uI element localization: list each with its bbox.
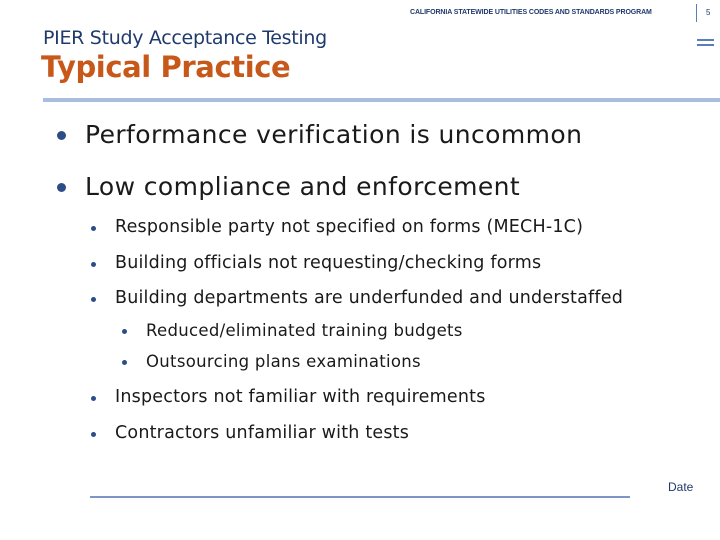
bullet-text: Building officials not requesting/checking forms (115, 253, 542, 273)
page-number: 5 (706, 8, 711, 17)
sub-bullet-item (115, 387, 486, 407)
bullet-item (85, 172, 520, 201)
bullet-dot (91, 226, 96, 231)
bullet-text: Contractors unfamiliar with tests (115, 423, 410, 443)
title-rule (43, 98, 720, 102)
bullet-dot (91, 396, 96, 401)
sub-bullet-item (115, 217, 583, 237)
bullet-item (85, 120, 582, 149)
bullet-text: Inspectors not familiar with requirements (115, 387, 486, 407)
slide-title: Typical Practice (41, 50, 291, 84)
footer-date: Date (668, 480, 694, 494)
program-name: CALIFORNIA STATEWIDE UTILITIES CODES AND STANDARDS PROGRAM (410, 9, 652, 16)
header-mark-line (697, 39, 714, 41)
footer-rule (90, 496, 630, 498)
slide-subtitle: PIER Study Acceptance Testing (43, 27, 327, 49)
sub-bullet-item (115, 288, 623, 308)
header-mark-line (697, 44, 714, 46)
bullet-dot (57, 183, 66, 192)
bullet-text: Responsible party not specified on forms (MECH-1C) (115, 217, 584, 237)
bullet-text: Low compliance and enforcement (85, 172, 521, 201)
bullet-dot (91, 262, 96, 267)
bullet-dot (91, 297, 96, 302)
bullet-dot (91, 432, 96, 437)
bullet-text: Performance verification is uncommon (85, 120, 583, 149)
bullet-dot (122, 360, 127, 365)
sub-sub-bullet-item (146, 352, 421, 371)
sub-bullet-item (115, 423, 409, 443)
bullet-dot (122, 329, 127, 334)
bullet-text: Reduced/eliminated training budgets (146, 321, 463, 340)
sub-sub-bullet-item (146, 321, 463, 340)
bullet-text: Building departments are underfunded and understaffed (115, 288, 624, 308)
bullet-dot (57, 131, 66, 140)
sub-bullet-item (115, 253, 541, 273)
header-divider (696, 4, 697, 22)
bullet-text: Outsourcing plans examinations (146, 352, 421, 371)
